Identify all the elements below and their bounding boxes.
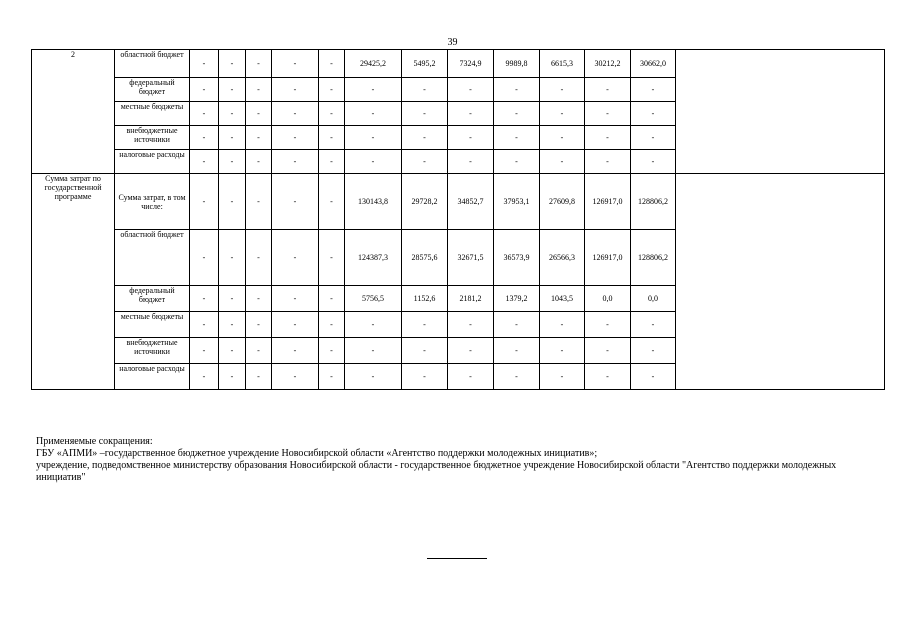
- value-cell: 0,0: [585, 286, 631, 312]
- value-cell: -: [319, 78, 345, 102]
- value-cell: -: [272, 150, 319, 174]
- empty-notes-column: [676, 174, 885, 390]
- value-cell: -: [246, 312, 272, 338]
- value-cell: -: [246, 126, 272, 150]
- value-cell: -: [540, 126, 585, 150]
- value-cell: -: [631, 102, 676, 126]
- value-cell: -: [494, 126, 540, 150]
- value-cell: -: [319, 174, 345, 230]
- value-cell: -: [585, 338, 631, 364]
- page-number: 39: [447, 37, 458, 48]
- funding-source: местные бюджеты: [115, 102, 190, 126]
- value-cell: -: [219, 50, 246, 78]
- value-cell: -: [246, 50, 272, 78]
- funding-source: областной бюджет: [115, 230, 190, 286]
- value-cell: -: [219, 102, 246, 126]
- value-cell: 37953,1: [494, 174, 540, 230]
- value-cell: -: [272, 102, 319, 126]
- value-cell: -: [190, 126, 219, 150]
- value-cell: 1043,5: [540, 286, 585, 312]
- value-cell: 28575,6: [402, 230, 448, 286]
- value-cell: -: [190, 174, 219, 230]
- value-cell: -: [448, 102, 494, 126]
- value-cell: -: [585, 102, 631, 126]
- value-cell: 128806,2: [631, 230, 676, 286]
- value-cell: 27609,8: [540, 174, 585, 230]
- value-cell: -: [540, 338, 585, 364]
- value-cell: -: [272, 78, 319, 102]
- abbreviation-gbu-apmi: ГБУ «АПМИ» –государственное бюджетное учреждение Новосибирской области «Агентство поддержки молодежных инициатив»;: [36, 448, 598, 459]
- value-cell: -: [540, 364, 585, 390]
- value-cell: -: [246, 338, 272, 364]
- value-cell: -: [219, 312, 246, 338]
- value-cell: -: [402, 364, 448, 390]
- value-cell: -: [494, 150, 540, 174]
- value-cell: -: [319, 50, 345, 78]
- table-row: [32, 174, 885, 230]
- value-cell: -: [246, 286, 272, 312]
- value-cell: 36573,9: [494, 230, 540, 286]
- funding-source: федеральный бюджет: [115, 78, 190, 102]
- value-cell: -: [219, 174, 246, 230]
- value-cell: -: [345, 312, 402, 338]
- value-cell: 130143,8: [345, 174, 402, 230]
- value-cell: -: [246, 102, 272, 126]
- value-cell: 126917,0: [585, 230, 631, 286]
- value-cell: 29728,2: [402, 174, 448, 230]
- funding-source: внебюджетные источники: [115, 126, 190, 150]
- value-cell: -: [494, 338, 540, 364]
- abbreviations-heading: Применяемые сокращения:: [36, 436, 153, 447]
- value-cell: -: [272, 364, 319, 390]
- value-cell: -: [585, 312, 631, 338]
- value-cell: -: [319, 230, 345, 286]
- value-cell: -: [190, 150, 219, 174]
- value-cell: 7324,9: [448, 50, 494, 78]
- abbreviations-notes: [36, 436, 886, 484]
- value-cell: -: [585, 126, 631, 150]
- funding-source: налоговые расходы: [115, 150, 190, 174]
- value-cell: -: [631, 312, 676, 338]
- budget-table-body: [32, 50, 885, 390]
- value-cell: -: [631, 338, 676, 364]
- value-cell: -: [319, 338, 345, 364]
- value-cell: -: [219, 150, 246, 174]
- value-cell: -: [448, 312, 494, 338]
- value-cell: -: [272, 126, 319, 150]
- value-cell: -: [319, 150, 345, 174]
- value-cell: 124387,3: [345, 230, 402, 286]
- funding-source: федеральный бюджет: [115, 286, 190, 312]
- funding-source: Сумма затрат, в том числе:: [115, 174, 190, 230]
- value-cell: -: [448, 150, 494, 174]
- value-cell: -: [448, 338, 494, 364]
- value-cell: -: [272, 286, 319, 312]
- value-cell: -: [494, 312, 540, 338]
- value-cell: -: [190, 50, 219, 78]
- value-cell: 30662,0: [631, 50, 676, 78]
- value-cell: -: [448, 78, 494, 102]
- value-cell: -: [272, 338, 319, 364]
- value-cell: -: [190, 364, 219, 390]
- empty-notes-column: [676, 50, 885, 174]
- value-cell: -: [585, 78, 631, 102]
- value-cell: -: [319, 364, 345, 390]
- value-cell: 26566,3: [540, 230, 585, 286]
- value-cell: 126917,0: [585, 174, 631, 230]
- funding-source: местные бюджеты: [115, 312, 190, 338]
- value-cell: 9989,8: [494, 50, 540, 78]
- value-cell: -: [494, 364, 540, 390]
- value-cell: -: [402, 312, 448, 338]
- value-cell: -: [345, 338, 402, 364]
- value-cell: -: [494, 78, 540, 102]
- funding-source: внебюджетные источники: [115, 338, 190, 364]
- value-cell: -: [190, 102, 219, 126]
- value-cell: -: [219, 126, 246, 150]
- value-cell: -: [345, 150, 402, 174]
- value-cell: 1152,6: [402, 286, 448, 312]
- value-cell: 2181,2: [448, 286, 494, 312]
- value-cell: -: [272, 230, 319, 286]
- value-cell: -: [448, 126, 494, 150]
- value-cell: -: [631, 126, 676, 150]
- value-cell: 128806,2: [631, 174, 676, 230]
- value-cell: -: [540, 102, 585, 126]
- value-cell: 1379,2: [494, 286, 540, 312]
- value-cell: -: [585, 364, 631, 390]
- value-cell: -: [272, 312, 319, 338]
- value-cell: -: [246, 174, 272, 230]
- value-cell: -: [540, 312, 585, 338]
- funding-source: налоговые расходы: [115, 364, 190, 390]
- value-cell: 5495,2: [402, 50, 448, 78]
- value-cell: -: [319, 126, 345, 150]
- value-cell: -: [402, 150, 448, 174]
- value-cell: -: [345, 364, 402, 390]
- value-cell: -: [246, 150, 272, 174]
- value-cell: 0,0: [631, 286, 676, 312]
- value-cell: -: [219, 364, 246, 390]
- row-group-label: 2: [32, 50, 115, 174]
- value-cell: -: [319, 312, 345, 338]
- value-cell: -: [219, 230, 246, 286]
- value-cell: -: [402, 126, 448, 150]
- value-cell: -: [219, 338, 246, 364]
- value-cell: -: [631, 364, 676, 390]
- funding-source: областной бюджет: [115, 50, 190, 78]
- value-cell: 30212,2: [585, 50, 631, 78]
- value-cell: -: [540, 150, 585, 174]
- value-cell: 32671,5: [448, 230, 494, 286]
- value-cell: -: [190, 78, 219, 102]
- value-cell: -: [448, 364, 494, 390]
- row-group-label: Сумма затрат по государственной программе: [32, 174, 115, 390]
- value-cell: -: [190, 338, 219, 364]
- value-cell: -: [402, 338, 448, 364]
- value-cell: -: [190, 312, 219, 338]
- value-cell: -: [319, 286, 345, 312]
- end-separator-line: [427, 558, 487, 559]
- value-cell: -: [272, 174, 319, 230]
- abbreviation-institution: учреждение, подведомственное министерству образования Новосибирской области - государственное бюджетное учреждение Новосибирской области "Агентство поддержки молодежных инициатив": [36, 460, 837, 483]
- table-row: [32, 50, 885, 78]
- value-cell: 29425,2: [345, 50, 402, 78]
- value-cell: -: [631, 78, 676, 102]
- value-cell: -: [345, 126, 402, 150]
- value-cell: -: [246, 230, 272, 286]
- value-cell: -: [319, 102, 345, 126]
- value-cell: -: [272, 50, 319, 78]
- value-cell: -: [540, 78, 585, 102]
- value-cell: -: [494, 102, 540, 126]
- value-cell: -: [402, 102, 448, 126]
- value-cell: -: [190, 230, 219, 286]
- value-cell: 34852,7: [448, 174, 494, 230]
- value-cell: -: [219, 286, 246, 312]
- value-cell: -: [190, 286, 219, 312]
- value-cell: -: [345, 102, 402, 126]
- value-cell: -: [246, 364, 272, 390]
- value-cell: -: [219, 78, 246, 102]
- value-cell: -: [345, 78, 402, 102]
- value-cell: -: [631, 150, 676, 174]
- value-cell: -: [585, 150, 631, 174]
- budget-table: [31, 49, 885, 390]
- value-cell: 6615,3: [540, 50, 585, 78]
- value-cell: 5756,5: [345, 286, 402, 312]
- value-cell: -: [402, 78, 448, 102]
- value-cell: -: [246, 78, 272, 102]
